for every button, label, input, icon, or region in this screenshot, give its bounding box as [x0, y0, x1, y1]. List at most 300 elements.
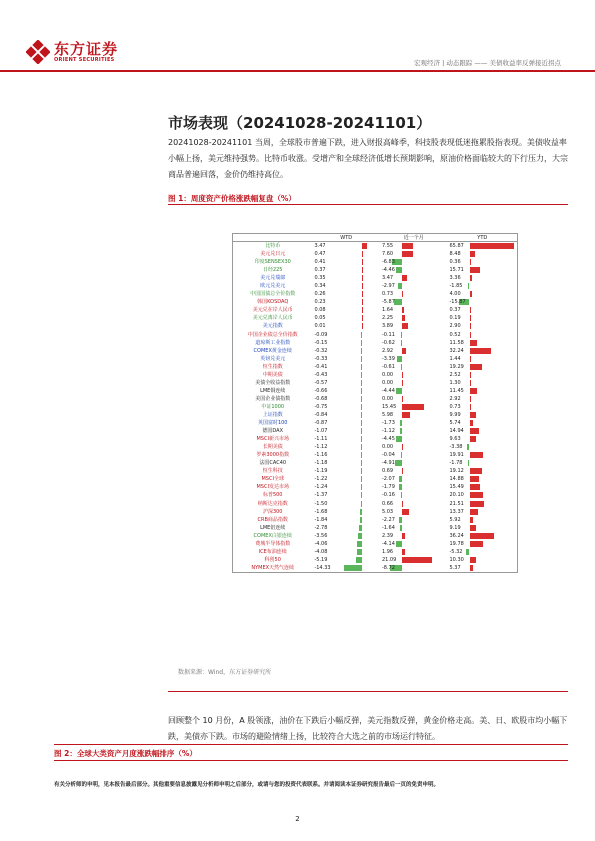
ytd-cell	[448, 242, 518, 250]
mon-cell	[380, 314, 448, 322]
ytd-cell	[448, 339, 518, 347]
wtd-cell	[312, 475, 380, 483]
ytd-value: 0.19	[449, 315, 461, 322]
ytd-value: 19.29	[449, 363, 464, 370]
ytd-cell	[448, 491, 518, 499]
mon-bar	[399, 476, 402, 482]
ytd-value: 36.24	[449, 532, 464, 539]
ytd-value: 19.78	[449, 540, 464, 547]
ytd-bar	[470, 315, 471, 321]
mon-cell	[380, 516, 448, 524]
figure2-divider	[54, 760, 568, 761]
table-row	[233, 371, 517, 379]
wtd-cell	[312, 331, 380, 339]
ytd-value: 1.30	[449, 379, 461, 386]
mon-value: 3.89	[381, 323, 394, 330]
wtd-cell	[312, 556, 380, 564]
mon-value: -0.11	[381, 331, 395, 338]
wtd-cell	[312, 298, 380, 306]
mon-value: 0.00	[381, 379, 394, 386]
ytd-bar	[470, 517, 474, 523]
mon-cell	[380, 282, 448, 290]
ytd-bar	[470, 509, 479, 515]
table-row	[233, 532, 517, 540]
mon-value: -8.72	[381, 564, 395, 571]
ytd-bar	[470, 259, 471, 265]
ytd-bar	[470, 525, 476, 531]
mon-bar	[396, 388, 402, 394]
wtd-value: -0.33	[314, 355, 328, 362]
ytd-cell	[448, 427, 518, 435]
mon-cell	[380, 459, 448, 467]
mon-bar	[402, 291, 403, 297]
ytd-cell	[448, 435, 518, 443]
wtd-value: -1.11	[314, 436, 328, 443]
table-row	[233, 387, 517, 395]
table-row	[233, 282, 517, 290]
wtd-value: -1.50	[314, 500, 328, 507]
wtd-bar	[360, 517, 362, 523]
ytd-cell	[448, 540, 518, 548]
mon-cell	[380, 258, 448, 266]
mon-cell	[380, 306, 448, 314]
wtd-value: -1.24	[314, 484, 328, 491]
figure2-title: 图 2：全球大类资产月度涨跌幅排序（%）	[54, 749, 197, 758]
mon-bar	[402, 315, 405, 321]
mon-value: -0.16	[381, 492, 395, 499]
ytd-cell	[448, 306, 518, 314]
asset-name: LME铝连续	[260, 524, 286, 531]
ytd-value: 19.12	[449, 468, 464, 475]
wtd-bar	[361, 332, 362, 338]
asset-name: CRB商品指数	[257, 516, 288, 523]
wtd-bar	[361, 396, 362, 402]
table-row	[233, 443, 517, 451]
mon-bar	[402, 243, 413, 249]
ytd-bar	[470, 557, 477, 563]
table-row	[233, 411, 517, 419]
wtd-cell	[312, 411, 380, 419]
wtd-value: 0.01	[314, 323, 326, 330]
ytd-bar	[470, 396, 472, 402]
mon-bar	[402, 396, 403, 402]
wtd-cell	[312, 379, 380, 387]
wtd-value: 0.41	[314, 259, 326, 266]
mon-bar	[400, 428, 402, 434]
mon-bar	[401, 452, 402, 458]
page-number: 2	[295, 815, 300, 823]
wtd-cell	[312, 250, 380, 258]
wtd-bar	[362, 259, 363, 265]
mon-value: -3.39	[381, 355, 395, 362]
wtd-bar	[361, 484, 363, 490]
asset-name: NYMEX天然气连续	[251, 564, 295, 571]
asset-name: MSCI全球	[261, 476, 284, 483]
table-row	[233, 540, 517, 548]
ytd-bar	[466, 549, 470, 555]
ytd-cell	[448, 379, 518, 387]
wtd-value: -0.09	[314, 331, 328, 338]
mon-value: 3.47	[381, 275, 394, 282]
wtd-bar	[362, 243, 366, 249]
ytd-value: -15.87	[449, 299, 466, 306]
wtd-bar	[359, 525, 362, 531]
mon-bar	[400, 525, 402, 531]
wtd-value: -1.12	[314, 444, 328, 451]
mon-cell	[380, 379, 448, 387]
asset-name: 德国DAX	[262, 428, 284, 435]
wtd-value: 0.26	[314, 291, 326, 298]
ytd-value: -1.85	[449, 283, 463, 290]
wtd-value: -4.06	[314, 540, 328, 547]
mon-bar	[402, 412, 411, 418]
mon-cell	[380, 274, 448, 282]
mon-value: -1.64	[381, 524, 395, 531]
wtd-bar	[361, 444, 362, 450]
header-month: 近一个月	[403, 235, 424, 241]
ytd-bar	[468, 460, 469, 466]
mon-value: -1.12	[381, 428, 395, 435]
ytd-cell	[448, 355, 518, 363]
mon-cell	[380, 532, 448, 540]
wtd-cell	[312, 467, 380, 475]
asset-name: 印度SENSEX30	[254, 259, 291, 266]
wtd-cell	[312, 387, 380, 395]
table-row	[233, 435, 517, 443]
ytd-value: 5.74	[449, 420, 461, 427]
asset-name: 法国CAC40	[259, 460, 287, 467]
wtd-cell	[312, 532, 380, 540]
ytd-bar	[470, 340, 478, 346]
wtd-value: -0.66	[314, 387, 328, 394]
wtd-cell	[312, 339, 380, 347]
wtd-bar	[358, 533, 362, 539]
mon-value: -4.44	[381, 387, 395, 394]
mon-value: -5.87	[381, 299, 395, 306]
ytd-value: 0.36	[449, 259, 461, 266]
ytd-value: 2.92	[449, 395, 461, 402]
ytd-bar	[470, 533, 494, 539]
wtd-bar	[361, 420, 362, 426]
ytd-cell	[448, 475, 518, 483]
wtd-value: -14.33	[314, 564, 331, 571]
ytd-bar	[470, 275, 472, 281]
mon-bar	[399, 517, 402, 523]
wtd-bar	[361, 476, 363, 482]
ytd-value: 9.99	[449, 411, 461, 418]
wtd-cell	[312, 290, 380, 298]
wtd-cell	[312, 403, 380, 411]
mon-value: -1.73	[381, 420, 395, 427]
ytd-cell	[448, 282, 518, 290]
wtd-value: -1.68	[314, 508, 328, 515]
mon-bar	[402, 444, 403, 450]
mon-cell	[380, 355, 448, 363]
mon-cell	[380, 322, 448, 330]
table-header	[233, 234, 517, 242]
wtd-value: -0.32	[314, 347, 328, 354]
wtd-value: -0.41	[314, 363, 328, 370]
table-row	[233, 556, 517, 564]
asset-name: 比特币	[265, 243, 281, 249]
table-row	[233, 475, 517, 483]
table-row	[233, 524, 517, 532]
mon-cell	[380, 298, 448, 306]
asset-name: 美元兑在岸人民币	[252, 307, 293, 314]
ytd-bar	[470, 492, 483, 498]
mon-bar	[402, 557, 432, 563]
wtd-value: -1.37	[314, 492, 328, 499]
figure1-title: 图 1：周度资产价格涨跌幅复盘（%）	[168, 194, 296, 203]
mon-cell	[380, 500, 448, 508]
ytd-value: 19.91	[449, 452, 464, 459]
mon-bar	[401, 340, 402, 346]
table-row	[233, 331, 517, 339]
figure2-top-divider	[54, 744, 568, 745]
ytd-value: 0.37	[449, 307, 461, 314]
mon-cell	[380, 403, 448, 411]
wtd-bar	[357, 549, 362, 555]
header-name-cell	[233, 234, 312, 241]
wtd-value: -0.84	[314, 411, 328, 418]
mon-bar	[402, 380, 403, 386]
wtd-cell	[312, 371, 380, 379]
mon-cell	[380, 363, 448, 371]
wtd-cell	[312, 314, 380, 322]
mon-cell	[380, 395, 448, 403]
table-row	[233, 250, 517, 258]
table-row	[233, 427, 517, 435]
mon-cell	[380, 427, 448, 435]
ytd-value: 13.37	[449, 508, 464, 515]
wtd-bar	[356, 557, 363, 563]
ytd-cell	[448, 314, 518, 322]
ytd-cell	[448, 298, 518, 306]
wtd-value: -5.19	[314, 556, 328, 563]
mon-bar	[400, 420, 402, 426]
asset-name: 标普500	[262, 492, 283, 499]
ytd-bar	[470, 372, 472, 378]
wtd-bar	[360, 509, 362, 515]
wtd-cell	[312, 459, 380, 467]
mon-bar	[395, 460, 402, 466]
wtd-cell	[312, 435, 380, 443]
ytd-value: 1.44	[449, 355, 461, 362]
asset-name: 美元指数	[262, 323, 283, 330]
ytd-cell	[448, 371, 518, 379]
ytd-bar	[470, 412, 477, 418]
wtd-value: 3.47	[314, 243, 326, 249]
wtd-cell	[312, 491, 380, 499]
table-row	[233, 339, 517, 347]
mon-value: 0.69	[381, 468, 394, 475]
mon-value: -4.46	[381, 267, 395, 274]
ytd-value: 14.94	[449, 428, 464, 435]
asset-name: 费城半导体指数	[255, 540, 291, 547]
wtd-bar	[361, 340, 362, 346]
ytd-cell	[448, 250, 518, 258]
wtd-cell	[312, 306, 380, 314]
report-category: 宏观经济 | 动态跟踪 —— 美债收益率反弹接近拐点	[414, 59, 561, 67]
wtd-cell	[312, 363, 380, 371]
wtd-value: 0.05	[314, 315, 326, 322]
mon-cell	[380, 435, 448, 443]
mon-cell	[380, 564, 448, 572]
wtd-bar	[362, 315, 363, 321]
wtd-value: -0.87	[314, 420, 328, 427]
mon-value: 15.45	[381, 403, 397, 410]
wtd-cell	[312, 548, 380, 556]
wtd-cell	[312, 483, 380, 491]
wtd-cell	[312, 451, 380, 459]
october-review-paragraph: 回顾整个 10 月份，A 股领涨，油价在下跌后小幅反弹，美元指数反弹，黄金价格走高。美、日、欧股市均小幅下跌，美债亦下跌。市场的避险情绪上扬，比较符合大选之前的市场运行特征。	[168, 716, 568, 741]
ytd-bar	[470, 476, 480, 482]
mon-value: -2.97	[381, 283, 395, 290]
ytd-cell	[448, 395, 518, 403]
ytd-value: 0.73	[449, 403, 461, 410]
ytd-bar	[470, 428, 480, 434]
wtd-cell	[312, 427, 380, 435]
ytd-value: 9.19	[449, 524, 461, 531]
ytd-value: -5.32	[449, 548, 463, 555]
asset-name: MSCI新兴市场	[256, 436, 289, 443]
wtd-cell	[312, 258, 380, 266]
mon-cell	[380, 443, 448, 451]
wtd-bar	[357, 541, 362, 547]
wtd-cell	[312, 266, 380, 274]
wtd-bar	[361, 364, 362, 370]
wtd-value: -1.16	[314, 452, 328, 459]
asset-name: 日经225	[262, 267, 283, 274]
mon-value: 0.00	[381, 371, 394, 378]
wtd-bar	[362, 251, 363, 257]
ytd-value: 65.87	[449, 243, 464, 249]
table-row	[233, 516, 517, 524]
ytd-cell	[448, 266, 518, 274]
asset-name: 罗素3000指数	[256, 452, 290, 459]
ytd-cell	[448, 467, 518, 475]
asset-name: 科创50	[264, 556, 281, 563]
table-row	[233, 298, 517, 306]
table-row	[233, 508, 517, 516]
mon-value: 0.00	[381, 395, 394, 402]
table-row	[233, 242, 517, 250]
table-row	[233, 274, 517, 282]
wtd-bar	[361, 436, 362, 442]
ytd-value: 9.63	[449, 436, 461, 443]
wtd-cell	[312, 524, 380, 532]
mon-cell	[380, 331, 448, 339]
ytd-cell	[448, 387, 518, 395]
wtd-cell	[312, 395, 380, 403]
ytd-cell	[448, 411, 518, 419]
asset-name: 欧元兑美元	[260, 283, 286, 290]
mon-bar	[396, 541, 402, 547]
table-row	[233, 266, 517, 274]
asset-name: 美国企业债指数	[255, 395, 291, 402]
mon-bar	[396, 436, 402, 442]
mon-value: 7.55	[381, 243, 394, 249]
mon-bar	[402, 533, 405, 539]
ytd-bar	[468, 283, 469, 289]
mon-value: 5.98	[381, 411, 394, 418]
table-row	[233, 467, 517, 475]
mon-bar	[397, 356, 402, 362]
mon-bar	[399, 484, 402, 490]
ytd-bar	[467, 444, 469, 450]
logo-diamond-icon	[26, 40, 50, 64]
mon-bar	[402, 372, 403, 378]
ytd-value: 0.52	[449, 331, 461, 338]
ytd-bar	[470, 541, 483, 547]
asset-name: 中证1000	[261, 403, 285, 410]
ytd-cell	[448, 363, 518, 371]
ytd-value: 32.24	[449, 347, 464, 354]
ytd-value: 5.92	[449, 516, 461, 523]
table-row	[233, 355, 517, 363]
ytd-bar	[470, 332, 471, 338]
wtd-cell	[312, 347, 380, 355]
table-row	[233, 548, 517, 556]
ytd-bar	[470, 267, 480, 273]
mon-value: -2.07	[381, 476, 395, 483]
asset-name: 道琼斯工业指数	[255, 339, 291, 346]
wtd-value: -1.07	[314, 428, 328, 435]
asset-name: 沪深300	[262, 508, 283, 515]
mon-value: 0.66	[381, 500, 394, 507]
table-row	[233, 419, 517, 427]
mon-cell	[380, 347, 448, 355]
ytd-bar	[470, 468, 483, 474]
ytd-value: 8.48	[449, 251, 461, 258]
ytd-value: 11.58	[449, 339, 464, 346]
mon-cell	[380, 411, 448, 419]
asset-name: LME铜连续	[260, 387, 286, 394]
mon-cell	[380, 475, 448, 483]
logo-cn-text: 东方证券	[54, 39, 119, 58]
ytd-bar	[470, 484, 480, 490]
ytd-bar	[470, 356, 471, 362]
logo-en-text: ORIENT SECURITIES	[54, 56, 115, 63]
wtd-value: 0.08	[314, 307, 326, 314]
mon-value: -4.45	[381, 436, 395, 443]
mon-cell	[380, 483, 448, 491]
mon-value: 1.96	[381, 548, 394, 555]
mon-value: 21.09	[381, 556, 397, 563]
mon-value: 0.00	[381, 444, 394, 451]
ytd-cell	[448, 500, 518, 508]
ytd-value: 4.00	[449, 291, 461, 298]
mon-value: -2.27	[381, 516, 395, 523]
mon-cell	[380, 250, 448, 258]
asset-name: 长期美债	[262, 444, 283, 451]
ytd-bar	[470, 380, 471, 386]
ytd-cell	[448, 548, 518, 556]
asset-name: 美债全收益指数	[255, 379, 291, 386]
wtd-cell	[312, 242, 380, 250]
table-row	[233, 306, 517, 314]
wtd-bar	[362, 307, 363, 313]
table-row	[233, 290, 517, 298]
ytd-cell	[448, 419, 518, 427]
header-divider	[0, 70, 595, 72]
mon-value: 5.03	[381, 508, 394, 515]
data-source: 数据来源：Wind，东方证券研究所	[178, 669, 272, 676]
ytd-bar	[470, 323, 472, 329]
wtd-cell	[312, 355, 380, 363]
wtd-bar	[361, 412, 362, 418]
table-row	[233, 500, 517, 508]
